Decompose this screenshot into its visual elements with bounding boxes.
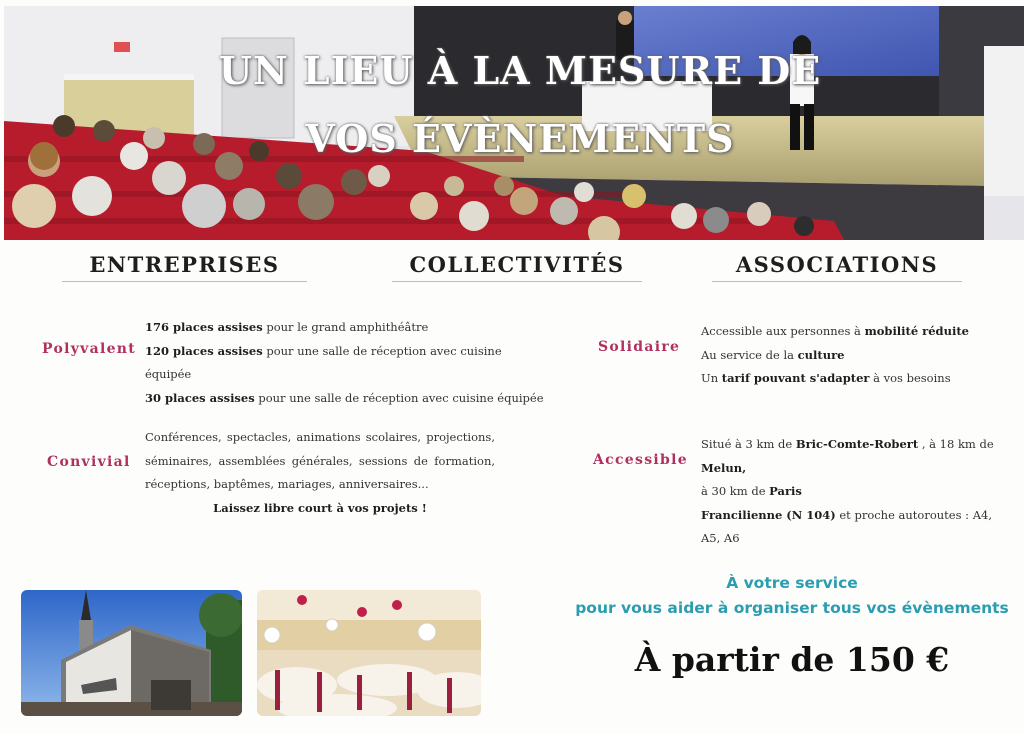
hero-photo [4,6,1024,240]
label-solidaire: Solidaire [598,339,681,355]
town-name: Paris [769,484,802,498]
polyvalent-list [145,316,545,410]
solidaire-line [701,320,1001,344]
line-text: Situé à 3 km de [701,437,796,451]
hero-title-line1: UN LIEU À LA MESURE DE [218,48,822,93]
price-tag: À partir de 150 € [634,640,950,679]
accessible-line [701,480,1011,504]
line-text: Un [701,371,722,385]
line-emphasis: mobilité réduite [864,324,969,338]
solidaire-line [701,367,1001,391]
solidaire-line [701,344,1001,368]
town-name: Melun, [701,460,747,475]
line-emphasis: culture [797,347,845,362]
heading-associations: ASSOCIATIONS [712,252,962,282]
accessible-line [701,504,1011,551]
heading-entreprises: ENTREPRISES [62,252,307,282]
reception-hall-photo [257,590,481,716]
label-convivial: Convivial [47,454,131,470]
seat-count: 176 places assises [145,320,263,334]
line-text: et proche autoroutes : A4, A5, A6 [701,507,992,545]
line-text: Accessible aux personnes à [701,324,865,338]
accessible-list [701,433,1011,551]
town-name: Bric-Comte-Robert [795,437,919,451]
hero-title-line2: VOS ÉVÈNEMENTS [305,116,735,161]
label-polyvalent: Polyvalent [42,341,137,357]
seat-count: 30 places assises [145,390,255,405]
building-photo [21,590,242,716]
label-accessible: Accessible [593,452,688,468]
line-text: à vos besoins [869,371,951,385]
convivial-closing: Laissez libre court à vos projets ! [213,500,427,515]
convivial-line: Conférences, spectacles, animations scolaires, projections, [145,430,495,444]
line-text: pour une salle de réception avec cuisine équipée [145,343,502,381]
building-image [21,590,242,716]
convivial-line: réceptions, baptêmes, mariages, anniversaires... [145,477,429,491]
accessible-line [701,433,1011,480]
line-text: Au service de la [701,347,798,362]
polyvalent-line [145,387,545,411]
heading-collectivites: COLLECTIVITÉS [392,252,642,282]
line-text: pour une salle de réception avec cuisine équipée [254,390,544,405]
line-text: pour le grand amphithéâtre [262,320,429,334]
polyvalent-line [145,340,545,387]
road-name: Francilienne (N 104) [701,507,836,522]
convivial-line: séminaires, assemblées générales, sessions de formation, [145,453,495,468]
polyvalent-line [145,316,545,340]
reception-image [257,590,481,716]
offer-title: À votre service [726,574,858,592]
seat-count: 120 places assises [145,343,263,358]
line-text: à 30 km de [701,484,770,498]
solidaire-list [701,320,1001,391]
line-text: , à 18 km de [918,437,994,451]
line-emphasis: tarif pouvant s'adapter [721,371,870,385]
convivial-text [145,426,495,520]
offer-subtitle: pour vous aider à organiser tous vos évènements [575,599,1009,617]
